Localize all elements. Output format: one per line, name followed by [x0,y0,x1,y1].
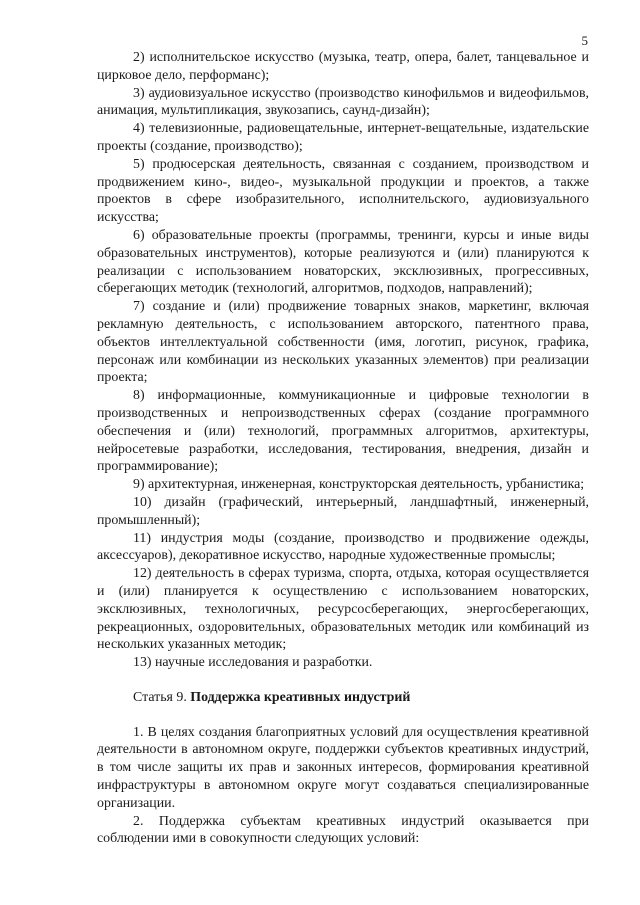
list-item: 7) создание и (или) продвижение товарных знаков, маркетинг, включая рекламную деятельность, с использованием авторского, патентного права, объектов интеллектуальной собственности (имя, логотип, рисунок, графика, персонаж или комбинации из нескольких указанных элементов) при реализации проекта; [97,299,589,386]
list-item: 13) научные исследования и разработки. [133,655,373,671]
list-item: 12) деятельность в сферах туризма, спорта, отдыха, которая осуществляется и (или) планируется к осуществлению с использованием новаторских, эксклюзивных, технологичных, ресурсосберегающих, энергосберегающих, рекреационных, оздоровительных, образовательных методик или комбинаций из нескольких указанных методик; [97,566,589,653]
document-body [97,49,589,848]
article-heading [97,689,589,707]
article-paragraph: 1. В целях создания благоприятных условий для осуществления креативной деятельности в автономном округе, поддержки субъектов креативных индустрий, в том числе защиты их прав и законных интересов, формирования креативной инфраструктуры в автономном округе могут создаваться специализированные организации. [97,724,589,811]
list-item: 5) продюсерская деятельность, связанная с созданием, производством и продвижением кино-, видео-, музыкальной продукции и проектов, а также проектов в сфере изобразительного, исполнительского, аудиовизуального искусства; [97,156,589,226]
list-item: 4) телевизионные, радиовещательные, интернет-вещательные, издательские проекты (создание, производство); [97,121,589,154]
list-item: 6) образовательные проекты (программы, тренинги, курсы и иные виды образовательных инструментов), которые реализуются и (или) планируются к реализации с использованием новаторских, эксклюзивных, прогрессивных, сберегающих методик (технологий, алгоритмов, подходов, направлений); [97,227,589,297]
list-item: 8) информационные, коммуникационные и цифровые технологии в производственных и непроизводственных сферах (создание программного обеспечения и (или) технологий, программных алгоритмов, архитектуры, нейросетевые разработки, исследования, тестирования, внедрения, дизайн и программирование); [97,388,589,475]
article-paragraph: 2. Поддержка субъектам креативных индустрий оказывается при соблюдении ими в совокупности следующих условий: [97,813,589,847]
list-item: 10) дизайн (графический, интерьерный, ландшафтный, инженерный, промышленный); [97,494,589,528]
list-item: 3) аудиовизуальное искусство (производство кинофильмов и видеофильмов, анимация, мультипликация, звукозапись, саунд-дизайн); [97,85,589,119]
page-number: 5 [581,33,588,48]
creative-industries-list [97,49,589,672]
list-item: 9) архитектурная, инженерная, конструкторская деятельность, урбанистика; [133,477,585,493]
list-item: 11) индустрия моды (создание, производство и продвижение одежды, аксессуаров), декоративное искусство, народные художественные промыслы; [97,530,589,564]
article-label: Статья 9. [133,689,191,705]
article-body [97,724,589,849]
list-item: 2) исполнительское искусство (музыка, театр, опера, балет, танцевальное и цирковое дело, перформанс); [97,50,589,83]
article-title: Поддержка креативных индустрий [190,689,411,705]
